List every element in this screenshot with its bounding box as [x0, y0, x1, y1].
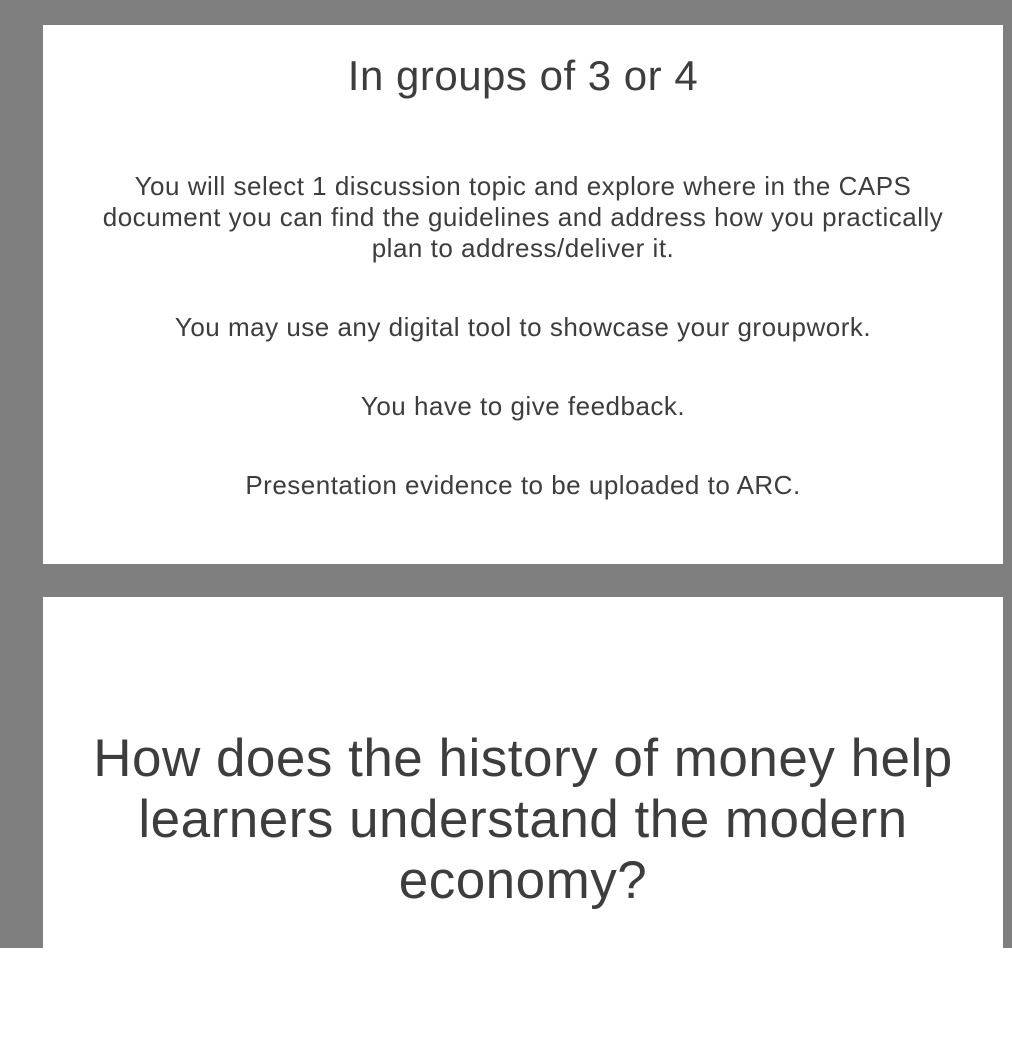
- slide-1-title: In groups of 3 or 4: [347, 52, 699, 99]
- slide-1-paragraph-4: Presentation evidence to be uploaded to ARC.: [245, 470, 801, 500]
- slide-1-paragraph-3: You have to give feedback.: [360, 391, 686, 421]
- slide-1: [43, 25, 1003, 564]
- slide-2-title: How does the history of money help learners understand the modern economy?: [93, 729, 953, 910]
- slide-1-paragraph-1: You will select 1 discussion topic and explore where in the CAPS document you can find the guidelines and address how you practically plan to address/deliver it.: [102, 171, 944, 263]
- slide-1-paragraph-2: You may use any digital tool to showcase your groupwork.: [174, 312, 872, 342]
- slide-2: [43, 597, 1003, 1039]
